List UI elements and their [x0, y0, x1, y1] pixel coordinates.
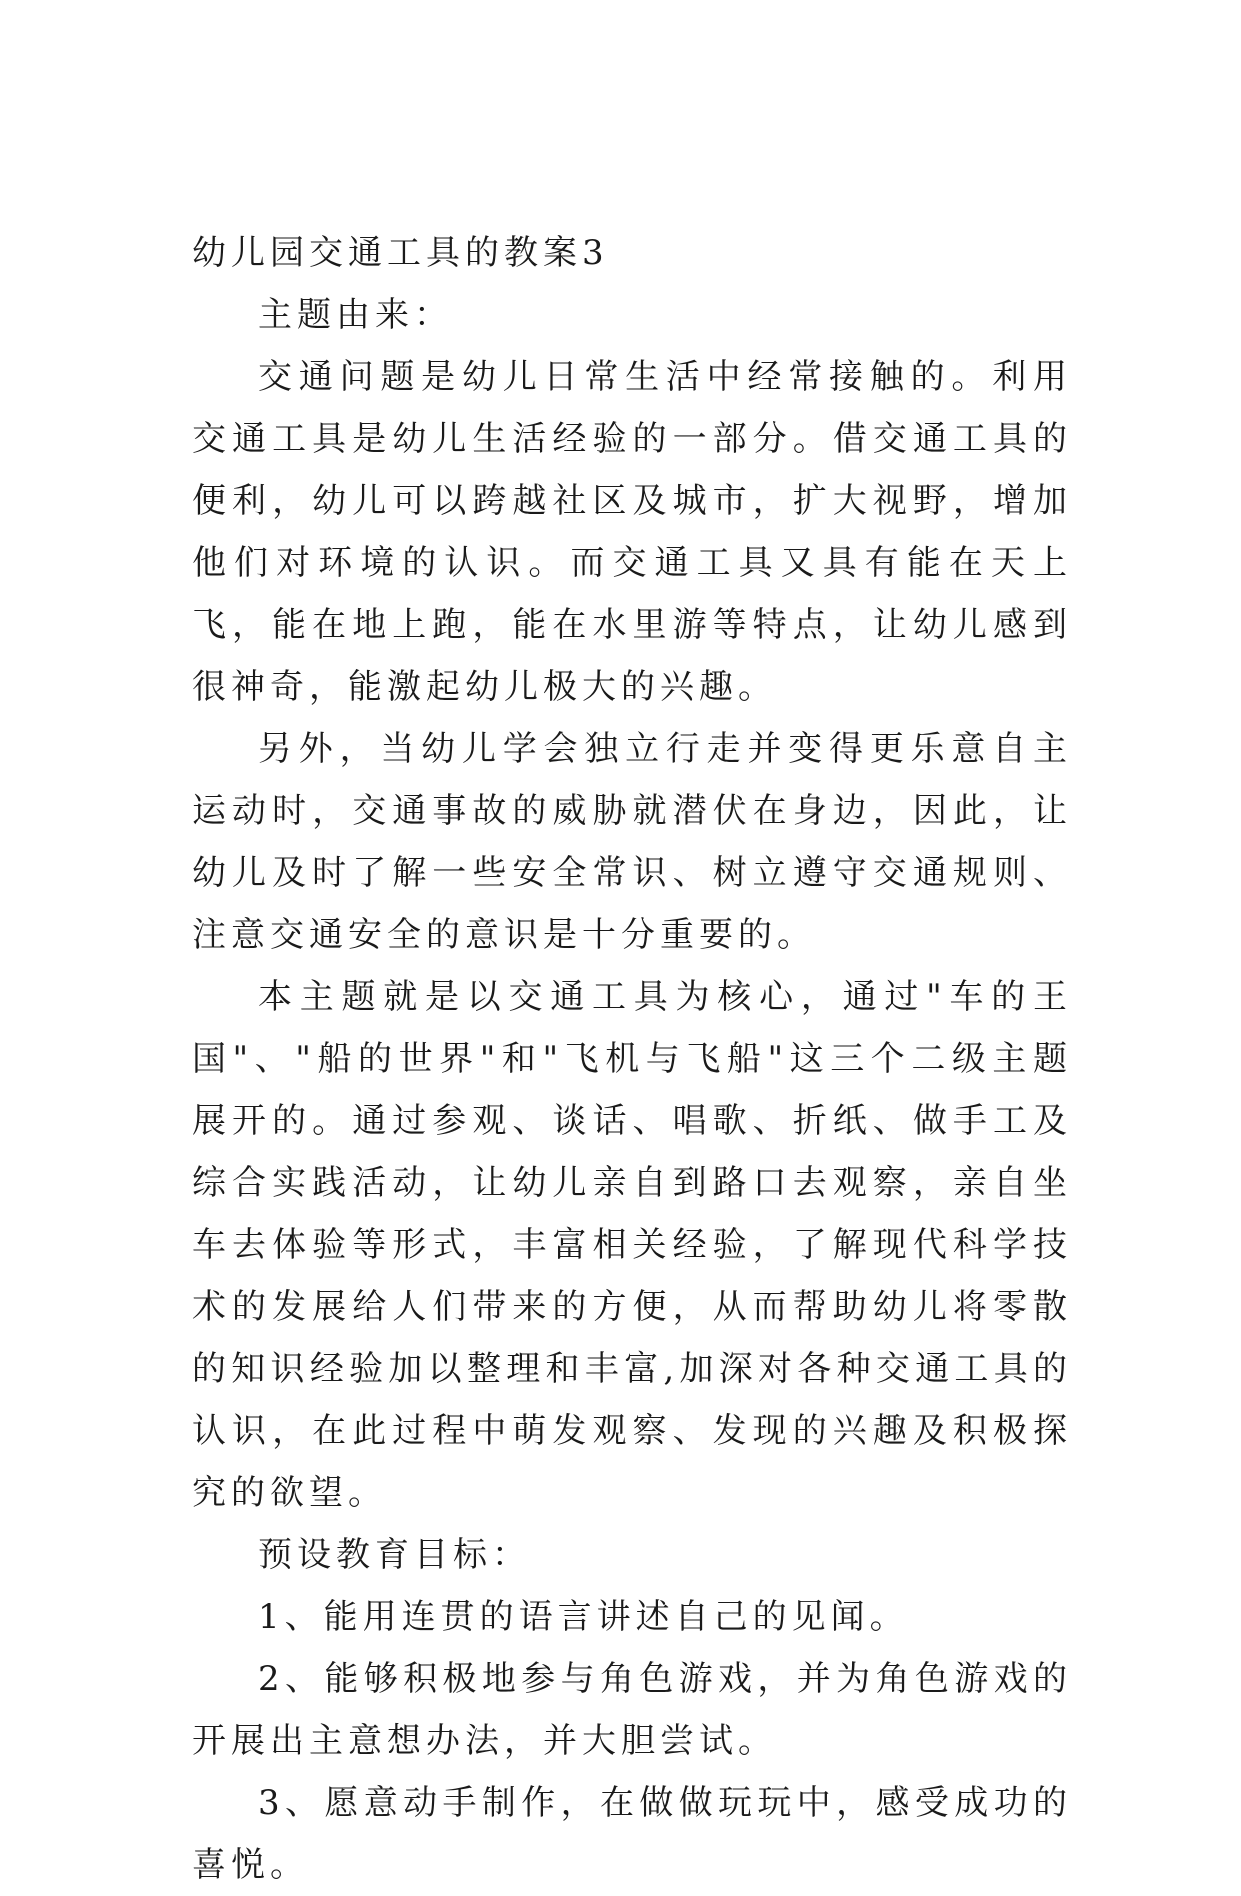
document-body [192, 222, 1072, 1896]
paragraph-topic-origin-3: 本主题就是以交通工具为核心，通过"车的王国"、"船的世界"和"飞机与飞船"这三个二级主题展开的。通过参观、谈话、唱歌、折纸、做手工及综合实践活动，让幼儿亲自到路口去观察，亲自坐车去体验等形式，丰富相关经验，了解现代科学技术的发展给人们带来的方便，从而帮助幼儿将零散的知识经验加以整理和丰富,加深对各种交通工具的认识，在此过程中萌发观察、发现的兴趣及积极探究的欲望。 [192, 977, 1072, 1513]
goal-item-1: 1、能用连贯的语言讲述自己的见闻。 [258, 1597, 909, 1637]
paragraph-topic-origin-2: 另外，当幼儿学会独立行走并变得更乐意自主运动时，交通事故的威胁就潜伏在身边，因此，让幼儿及时了解一些安全常识、树立遵守交通规则、注意交通安全的意识是十分重要的。 [192, 729, 1072, 955]
goal-item-3: 3、愿意动手制作，在做做玩玩中，感受成功的喜悦。 [192, 1783, 1072, 1885]
document-title: 幼儿园交通工具的教案3 [192, 233, 609, 273]
goal-item-2: 2、能够积极地参与角色游戏，并为角色游戏的开展出主意想办法，并大胆尝试。 [192, 1659, 1072, 1761]
paragraph-topic-origin-1: 交通问题是幼儿日常生活中经常接触的。利用交通工具是幼儿生活经验的一部分。借交通工具的便利，幼儿可以跨越社区及城市，扩大视野，增加他们对环境的认识。而交通工具又具有能在天上飞，能在地上跑，能在水里游等特点，让幼儿感到很神奇，能激起幼儿极大的兴趣。 [192, 357, 1072, 707]
paragraph-topic-origin-heading: 主题由来： [258, 295, 453, 335]
paragraph-goals-heading: 预设教育目标： [258, 1535, 531, 1575]
